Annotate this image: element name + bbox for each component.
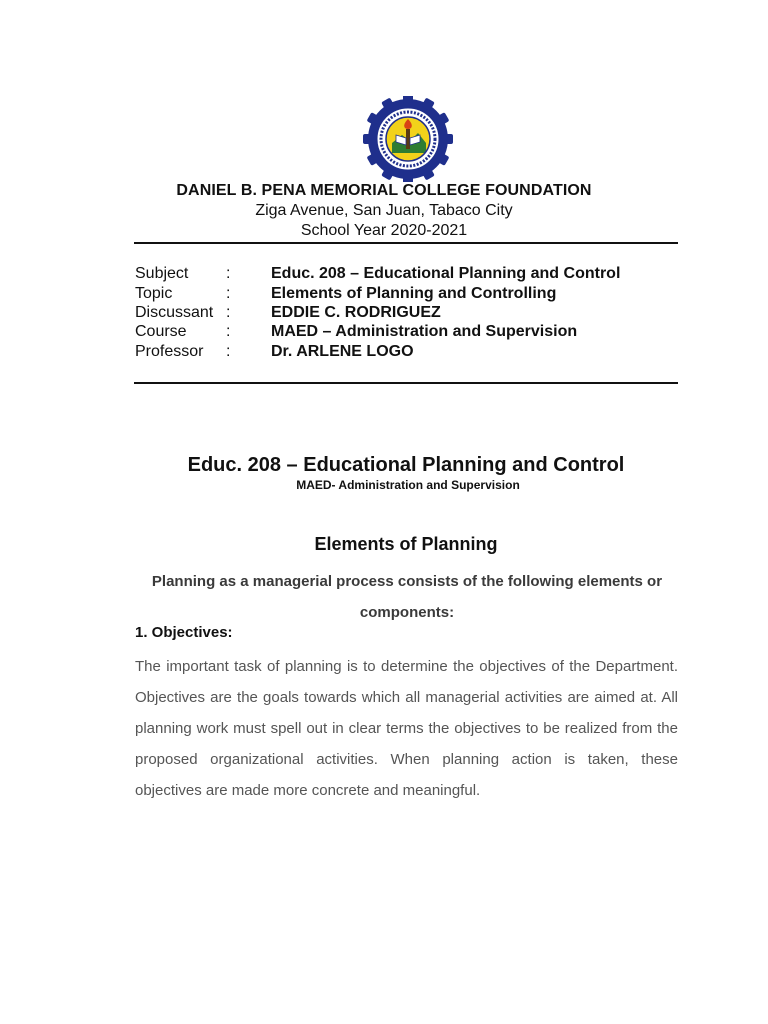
- college-address: Ziga Avenue, San Juan, Tabaco City: [255, 202, 513, 219]
- info-colon: :: [226, 343, 231, 360]
- divider-bottom: [134, 382, 678, 384]
- info-value: Educ. 208 – Educational Planning and Control: [271, 265, 621, 282]
- info-value: Elements of Planning and Controlling: [271, 285, 557, 302]
- info-colon: :: [226, 285, 231, 302]
- info-row-course: [0, 323, 768, 342]
- info-label: Professor: [135, 343, 204, 360]
- info-row-subject: [0, 265, 768, 284]
- info-label: Discussant: [135, 304, 214, 321]
- info-label: Subject: [135, 265, 189, 282]
- divider-top: [134, 242, 678, 244]
- info-colon: :: [226, 304, 231, 321]
- objectives-paragraph: The important task of planning is to determine the objectives of the Department. Objectives are the goals towards which all managerial activities are aimed at. All planning work must spell out in clear terms the objectives to be realized from the proposed organizational activities. When planning action is taken, these objectives are made more concrete and meaningful.: [135, 658, 678, 799]
- document-title: Educ. 208 – Educational Planning and Control: [187, 454, 625, 476]
- school-year: School Year 2020-2021: [300, 222, 468, 239]
- info-colon: :: [226, 323, 231, 340]
- info-row-discussant: [0, 304, 768, 323]
- info-value: MAED – Administration and Supervision: [271, 323, 578, 340]
- objectives-heading: 1. Objectives:: [135, 624, 233, 641]
- college-seal-logo: [360, 96, 456, 182]
- info-label: Course: [135, 323, 187, 340]
- document-subtitle: MAED- Administration and Supervision: [296, 478, 520, 492]
- section-title: Elements of Planning: [314, 534, 498, 554]
- info-row-professor: [0, 343, 768, 362]
- info-value: Dr. ARLENE LOGO: [271, 343, 414, 360]
- college-name: DANIEL B. PENA MEMORIAL COLLEGE FOUNDATION: [176, 182, 592, 199]
- info-label: Topic: [135, 285, 173, 302]
- info-colon: :: [226, 265, 231, 282]
- info-value: EDDIE C. RODRIGUEZ: [271, 304, 441, 321]
- info-row-topic: [0, 285, 768, 304]
- intro-text: Planning as a managerial process consists of the following elements or components:: [151, 573, 663, 621]
